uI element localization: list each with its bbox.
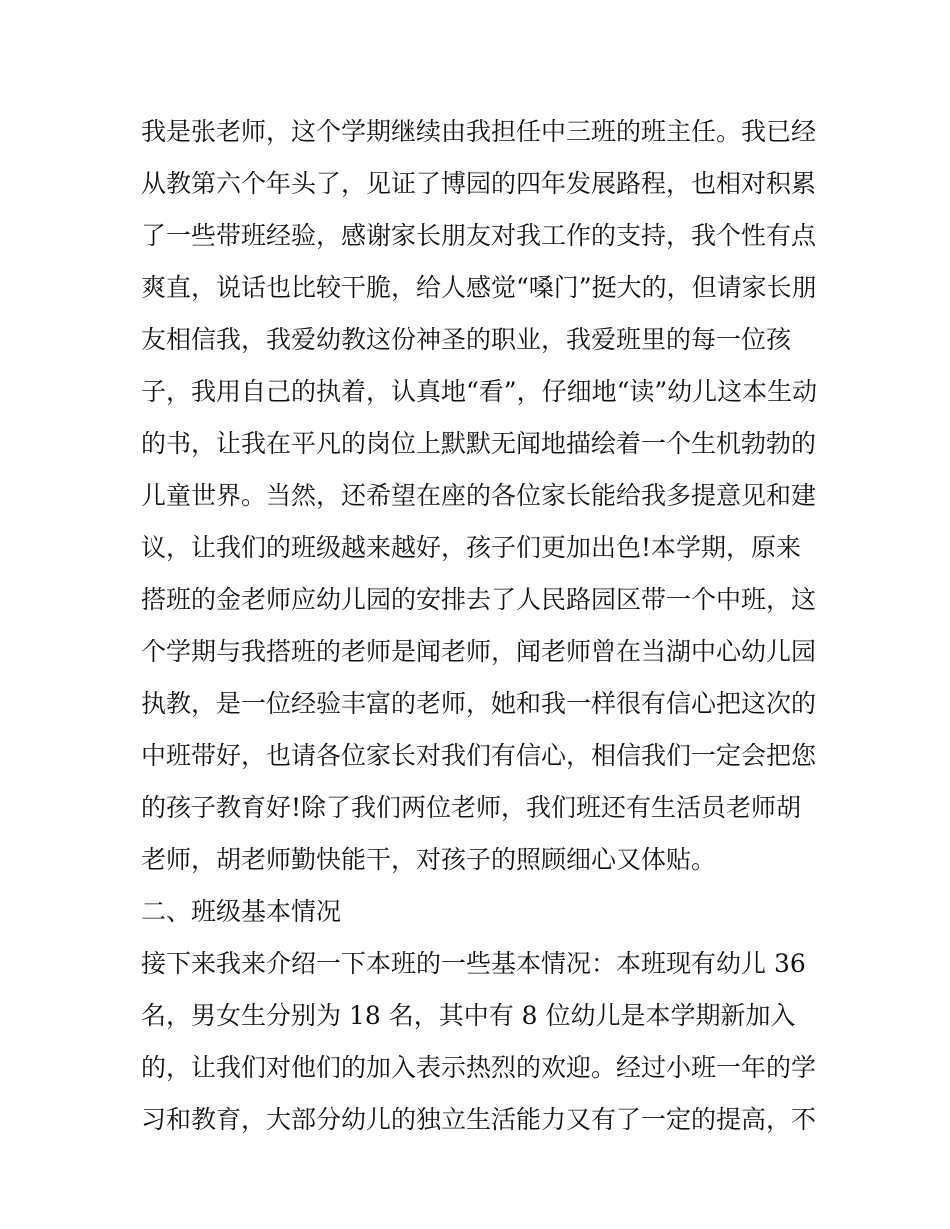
paragraph-line: 名，男女生分别为 18 名，其中有 8 位幼儿是本学期新加入 [141,1001,796,1030]
paragraph-line: 个学期与我搭班的老师是闻老师，闻老师曾在当湖中心幼儿园 [141,637,817,666]
section-heading: 二、班级基本情况 [141,897,342,926]
paragraph-line: 爽直，说话也比较干脆，给人感觉“嗓门”挺大的，但请家长朋 [141,273,817,302]
paragraph-line: 的孩子教育好!除了我们两位老师，我们班还有生活员老师胡 [141,793,802,822]
paragraph-line: 我是张老师，这个学期继续由我担任中三班的班主任。我已经 [141,117,817,146]
paragraph-line: 习和教育，大部分幼儿的独立生活能力又有了一定的提高，不 [141,1105,817,1134]
paragraph-line: 了一些带班经验，感谢家长朋友对我工作的支持，我个性有点 [141,221,817,250]
paragraph-line: 子，我用自己的执着，认真地“看”，仔细地“读”幼儿这本生动 [141,377,818,406]
paragraph-line: 执教，是一位经验丰富的老师，她和我一样很有信心把这次的 [141,689,817,718]
paragraph-line: 的，让我们对他们的加入表示热烈的欢迎。经过小班一年的学 [141,1053,817,1082]
paragraph-line: 接下来我来介绍一下本班的一些基本情况：本班现有幼儿 36 [141,949,806,978]
paragraph-line: 中班带好，也请各位家长对我们有信心，相信我们一定会把您 [141,741,817,770]
paragraph-line: 老师，胡老师勤快能干，对孩子的照顾细心又体贴。 [141,845,717,874]
paragraph-line: 搭班的金老师应幼儿园的安排去了人民路园区带一个中班，这 [141,585,817,614]
paragraph-line: 从教第六个年头了，见证了博园的四年发展路程，也相对积累 [141,169,817,198]
paragraph-line: 友相信我，我爱幼教这份神圣的职业，我爱班里的每一位孩 [141,325,792,354]
paragraph-line: 议，让我们的班级越来越好，孩子们更加出色!本学期，原来 [141,533,802,562]
body-text [141,106,821,1146]
paragraph-line: 的书，让我在平凡的岗位上默默无闻地描绘着一个生机勃勃的 [141,429,817,458]
paragraph-line: 儿童世界。当然，还希望在座的各位家长能给我多提意见和建 [141,481,817,510]
